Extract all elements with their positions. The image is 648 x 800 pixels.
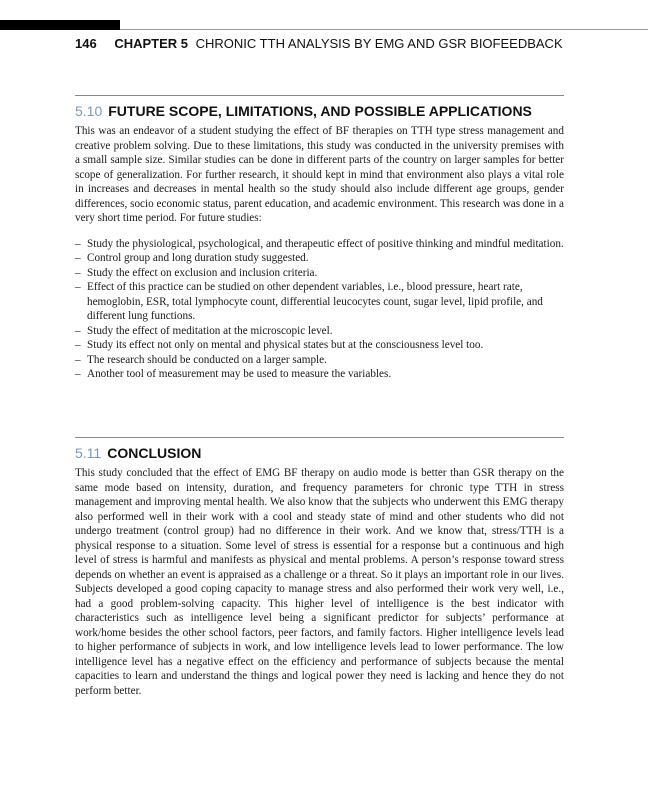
header-rule: [120, 29, 648, 30]
page-number: 146: [75, 36, 97, 51]
section-rule: [75, 437, 564, 438]
section-number: 5.10: [75, 103, 103, 119]
list-item: – The research should be conducted on a larger sample.: [75, 353, 327, 366]
list-item: – Control group and long duration study suggested.: [75, 252, 309, 264]
list-item: – Study its effect not only on mental and physical states but at the consciousness level too.: [75, 339, 484, 351]
bullet-marker: –: [75, 281, 81, 293]
bullet-marker: –: [75, 266, 81, 279]
section-conclusion: [75, 437, 564, 698]
list-item: – Effect of this practice can be studied on other dependent variables, i.e., blood pressure, heart rate, hemoglobin, ESR, total lymphocyte count, differential leucocytes count, sugar level, lipid profile, and different lung functions.: [75, 281, 543, 322]
section-rule: [75, 95, 564, 96]
future-studies-list: [75, 237, 564, 382]
section-title: FUTURE SCOPE, LIMITATIONS, AND POSSIBLE APPLICATIONS: [108, 103, 532, 119]
bullet-marker: –: [75, 237, 81, 250]
bullet-marker: –: [75, 339, 81, 351]
bullet-marker: –: [75, 252, 81, 264]
list-item: – Study the effect on exclusion and inclusion criteria.: [75, 266, 318, 279]
section-paragraph: This study concluded that the effect of EMG BF therapy on audio mode is better than GSR therapy on the same mode based on intensity, duration, and frequency parameters for chronic type TTH in stress management and improving mental health. We also know that the subjects who underwent this EMG therapy also performed well in their work with a cool and steady state of mind and other students who did not undergo treatment (control group) had no difference in their work. And we know that, stress/TTH is a physical response to a situation. Some level of stress is essential for a response but a continuous and high level of stress is harmful and manifests as physical and mental problems. A person’s response toward stress depends on whether an event is appraised as a challenge or a threat. So it plays an important role in our lives. Subjects developed a good coping capacity to manage stress and also performed their work very well, i.e., had a good problem-solving capacity. This higher level of intelligence is the best indicator with characteristics such as intelligence level being a significant predictor for subjects’ performance at work/home besides the other school factors, peer factors, and family factors. Higher intelligence levels lead to higher performance of subjects in work, and low intelligence levels lead to lower performance. The low intelligence level has a negative effect on the efficiency and performance of subjects because the mental capacities to learn and understand the things and logical power they need is lacking and hence they do not perform better.: [75, 467, 564, 697]
section-title: CONCLUSION: [107, 445, 202, 461]
section-future-scope: [75, 95, 564, 382]
bullet-marker: –: [75, 324, 81, 337]
section-heading: [75, 444, 564, 462]
list-item: – Study the physiological, psychological, and therapeutic effect of positive thinking and mindful meditation.: [75, 237, 564, 250]
list-item: – Another tool of measurement may be used to measure the variables.: [75, 368, 392, 380]
header-bar: [0, 20, 120, 30]
chapter-title: CHRONIC TTH ANALYSIS BY EMG AND GSR BIOFEEDBACK: [195, 36, 563, 51]
section-heading: [75, 102, 564, 120]
bullet-marker: –: [75, 368, 81, 380]
bullet-marker: –: [75, 353, 81, 366]
section-paragraph: This was an endeavor of a student studying the effect of BF therapies on TTH type stress management and creative problem solving. Due to these limitations, this study was conducted in the university premises with a small sample size. Similar studies can be done in different parts of the country on larger samples for better scope of generalization. For further research, it should kept in mind that environment also plays a vital role in increases and decreases in mental health so the study should also include different age groups, gender differences, socio economic status, parent education, and academic environment. This research was done in a very short time period. For future studies:: [75, 125, 564, 224]
list-item: – Study the effect of meditation at the microscopic level.: [75, 324, 333, 337]
chapter-label: CHAPTER 5: [114, 36, 189, 51]
section-number: 5.11: [75, 445, 102, 461]
running-header: [75, 36, 563, 51]
